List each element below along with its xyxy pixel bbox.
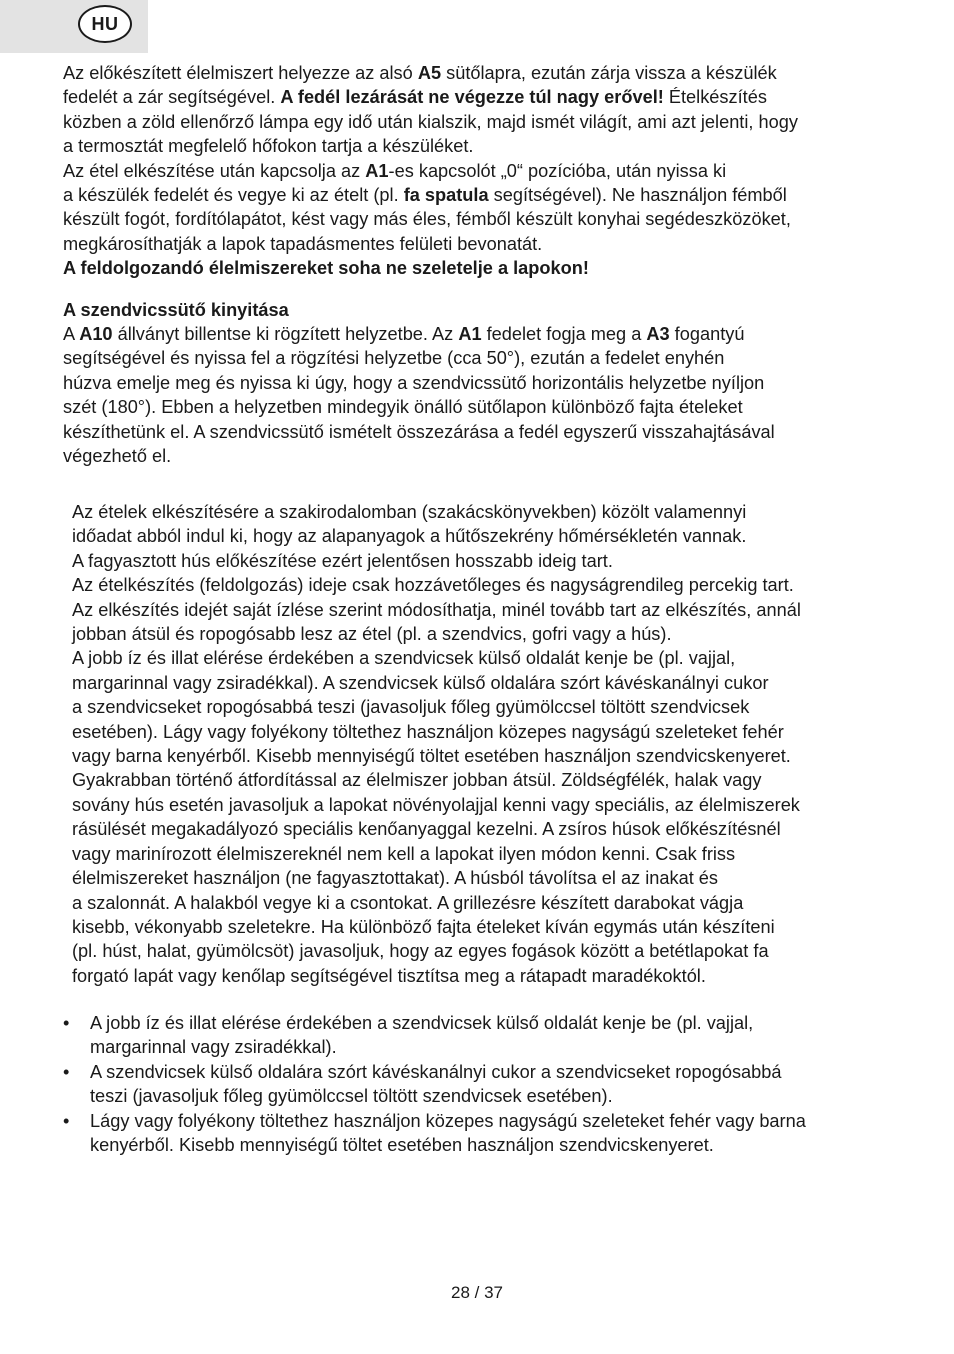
main-text [63,61,903,469]
bullet-icon: • [63,1061,70,1082]
paragraph-line: a készülék fedelét és vegye ki az ételt (pl. fa spatula segítségével). Ne használjon fémből [63,185,787,206]
paragraph-line: A A10 állványt billentse ki rögzített helyzetbe. Az A1 fedelet fogja meg a A3 fogantyú [63,324,745,345]
note-line: Az elkészítés idejét saját ízlése szerint módosíthatja, minél tovább tart az elkészítés, annál [72,599,801,620]
list-item [63,1060,903,1109]
note-line: élelmiszereket használjon (ne fagyasztottakat). A húsból távolítsa el az inakat és [72,868,719,889]
bullet-list [63,1011,903,1157]
note-line: Az ételkészítés (feldolgozás) ideje csak hozzávetőleges és nagyságrendileg percekig tart. [72,575,794,596]
list-item [63,1109,903,1158]
notes-block [72,500,902,988]
bullet-icon: • [63,1110,70,1131]
note-line: forgató lapát vagy kenőlap segítségével tisztítsa meg a rátapadt maradékoktól. [72,965,706,986]
bullet-line: A jobb íz és illat elérése érdekében a szendvicsek külső oldalát kenje be (pl. vajjal, [90,1013,754,1033]
note-line: Az ételek elkészítésére a szakirodalomban (szakácskönyvekben) közölt valamennyi [72,502,747,522]
bullet-icon: • [63,1013,70,1033]
paragraph-line: fedelét a zár segítségével. A fedél lezárását ne végezze túl nagy erővel! Ételkészítés [63,87,767,108]
note-line: kisebb, vékonyabb szeletekre. Ha különböző fajta ételeket kíván egymás után készíteni [72,916,775,937]
note-line: vagy marinírozott élelmiszereknél nem kell a lapokat ilyen módon kenni. Csak friss [72,843,736,864]
paragraph-line: segítségével és nyissa fel a rögzítési helyzetbe (cca 50°), ezután a fedelet enyhén [63,348,725,369]
note-line: (pl. húst, halat, gyümölcsöt) javasoljuk, hogy az egyes fogások között a betétlapokat fa [72,941,769,962]
note-line: esetében). Lágy vagy folyékony töltethez használjon közepes nagyságú szeleteket fehér [72,721,784,742]
paragraph-line: készíthetünk el. A szendvicssütő ismételt összezárása a fedél egyszerű visszahajtásával [63,421,775,442]
language-badge: HU [78,5,132,43]
note-line: margarinnal vagy zsiradékkal). A szendvicsek külső oldalára szórt kávéskanálnyi cukor [72,672,769,693]
note-line: rásülését megakadályozó speciális kenőanyaggal kezelni. A zsíros húsok előkészítésnél [72,819,781,840]
warning-text: A feldolgozandó élelmiszereket soha ne szeletelje a lapokon! [63,258,589,279]
note-line: időadat abból indul ki, hogy az alapanyagok a hűtőszekrény hőmérsékletén vannak. [72,526,747,547]
paragraph-line: szét (180°). Ebben a helyzetben mindegyik önálló sütőlapon különböző fajta ételeket [63,397,743,418]
paragraph-line: készült fogót, fordítólapátot, kést vagy más éles, fémből készült konyhai segédeszközöket, [63,209,791,230]
note-line: a szendvicseket ropogósabbá teszi (javasoljuk főleg gyümölccsel töltött szendvicsek [72,697,750,718]
bullet-line: teszi (javasoljuk főleg gyümölccsel töltött szendvicsek esetében). [90,1086,613,1107]
language-tab [0,0,148,53]
paragraph-line: Az étel elkészítése után kapcsolja az A1-es kapcsolót „0“ pozícióba, után nyissa ki [63,160,727,181]
note-line: jobban átsül és ropogósabb lesz az étel (pl. a szendvics, gofri vagy a hús). [72,624,672,645]
list-item [63,1011,903,1060]
paragraph-line: megkárosíthatják a lapok tapadásmentes felületi bevonatát. [63,233,543,254]
paragraph-line: Az előkészített élelmiszert helyezze az alsó A5 sütőlapra, ezután zárja vissza a készülék [63,63,777,83]
paragraph-line: a termosztát megfelelő hőfokon tartja a készüléket. [63,136,474,157]
bullet-line: A szendvicsek külső oldalára szórt kávéskanálnyi cukor a szendvicseket ropogósabbá [90,1061,782,1082]
bullet-line: kenyérből. Kisebb mennyiségű töltet esetében használjon szendvicskenyeret. [90,1135,714,1156]
note-line: sovány hús esetén javasoljuk a lapokat növényolajjal kenni vagy speciális, az élelmiszerek [72,794,800,815]
paragraph-line: húzva emelje meg és nyissa ki úgy, hogy a szendvicssütő horizontális helyzetbe nyíljon [63,372,765,393]
section-heading: A szendvicssütő kinyitása [63,299,289,320]
note-line: a szalonnát. A halakból vegye ki a csontokat. A grillezésre készített darabokat vágja [72,892,744,913]
note-line: Gyakrabban történő átfordítással az élelmiszer jobban átsül. Zöldségfélék, halak vagy [72,770,762,791]
bullet-line: Lágy vagy folyékony töltethez használjon közepes nagyságú szeleteket fehér vagy barna [90,1110,806,1131]
bullet-line: margarinnal vagy zsiradékkal). [90,1037,337,1058]
note-line: A fagyasztott hús előkészítése ezért jelentősen hosszabb ideig tart. [72,550,613,571]
paragraph-line: közben a zöld ellenőrző lámpa egy idő után kialszik, majd ismét világít, ami azt jelenti, hogy [63,111,798,132]
paragraph-line: végezhető el. [63,446,172,467]
note-line: vagy barna kenyérből. Kisebb mennyiségű töltet esetében használjon szendvicskenyeret. [72,746,791,767]
note-line: A jobb íz és illat elérése érdekében a szendvicsek külső oldalát kenje be (pl. vajjal, [72,648,736,669]
page-number: 28 / 37 [451,1283,503,1302]
